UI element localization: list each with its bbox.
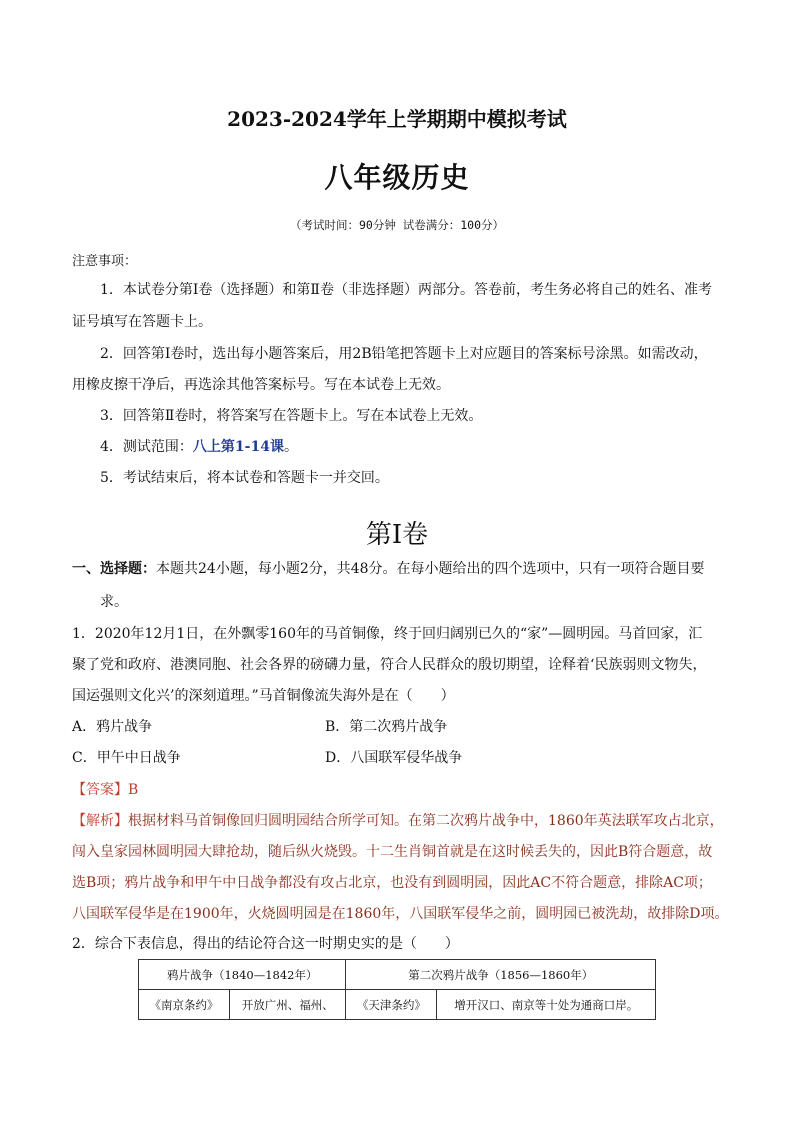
section-instruction-end: 求。 xyxy=(100,594,128,610)
subject-title: 八年级历史 xyxy=(324,161,470,194)
note-1-line-1: 1．本试卷分第Ⅰ卷（选择题）和第Ⅱ卷（非选择题）两部分。答卷前，考生务必将自己的姓名、准考 xyxy=(100,282,712,298)
table-cell: 增开汉口、南京等十处为通商口岸。 xyxy=(437,990,656,1020)
q1-option-a: A．鸦片战争 xyxy=(72,719,153,735)
q1-line-1: 1．2020年12月1日，在外飘零160年的马首铜像，终于回归阔别已久的“家”—圆明园。马首回家，汇 xyxy=(72,626,703,642)
section-instruction xyxy=(72,558,705,578)
q2-stem: 2．综合下表信息，得出的结论符合这一时期史实的是（ ） xyxy=(72,936,459,952)
answer-value: B xyxy=(128,782,139,798)
exam-title: 2023-2024学年上学期期中模拟考试 xyxy=(227,107,567,131)
note-4-prefix: 4．测试范围： xyxy=(100,439,193,455)
table-header-cell: 第二次鸦片战争（1856—1860年） xyxy=(346,960,656,990)
table-cell: 《南京条约》 xyxy=(139,990,230,1020)
q1-analysis-line-2: 闯入皇家园林圆明园大肆抢劫，随后纵火烧毁。十二生肖铜首就是在这时候丢失的，因此B符合题意，故 xyxy=(72,844,713,860)
q1-option-c: C．甲午中日战争 xyxy=(72,750,181,766)
answer-label: 【答案】 xyxy=(72,782,128,798)
note-4-suffix: 。 xyxy=(283,439,298,455)
test-scope: 八上第1-14课 xyxy=(192,439,284,455)
exam-info: （考试时间：90分钟 试卷满分：100分） xyxy=(289,218,505,232)
analysis-label: 【解析】 xyxy=(72,813,128,829)
analysis-text-1: 根据材料马首铜像回归圆明园结合所学可知。在第二次鸦片战争中，1860年英法联军攻占北京， xyxy=(128,813,724,829)
q1-option-b: B．第二次鸦片战争 xyxy=(325,719,448,735)
note-1-line-2: 证号填写在答题卡上。 xyxy=(72,314,212,330)
table-cell: 《天津条约》 xyxy=(346,990,437,1020)
notes-heading: 注意事项： xyxy=(72,254,138,269)
q1-answer xyxy=(72,779,138,799)
q1-option-d: D．八国联军侵华战争 xyxy=(325,750,463,766)
q1-line-3: 国运强则文化兴’的深刻道理。”马首铜像流失海外是在（ ） xyxy=(72,688,455,704)
q1-analysis-line-1 xyxy=(72,810,724,830)
table-row xyxy=(139,990,656,1020)
table-cell: 开放广州、福州、 xyxy=(229,990,345,1020)
q1-analysis-line-3: 选B项；鸦片战争和甲午中日战争都没有攻占北京，也没有到圆明园，因此AC不符合题意，排除AC项； xyxy=(72,875,712,891)
instruction-text: 本题共24小题，每小题2分，共48分。在每小题给出的四个选项中，只有一项符合题目要 xyxy=(156,561,705,577)
note-4 xyxy=(100,436,298,456)
q2-table xyxy=(138,959,656,1020)
instruction-label: 一、选择题： xyxy=(72,561,156,577)
note-3: 3．回答第Ⅱ卷时，将答案写在答题卡上。写在本试卷上无效。 xyxy=(100,408,483,424)
q1-analysis-line-4: 八国联军侵华是在1900年，火烧圆明园是在1860年，八国联军侵华之前，圆明园已被洗劫，故排除D项。 xyxy=(72,906,729,922)
section-title: 第Ⅰ卷 xyxy=(365,520,429,550)
table-header-cell: 鸦片战争（1840—1842年） xyxy=(139,960,346,990)
note-2-line-2: 用橡皮擦干净后，再选涂其他答案标号。写在本试卷上无效。 xyxy=(72,377,450,393)
note-2-line-1: 2．回答第Ⅰ卷时，选出每小题答案后，用2B铅笔把答题卡上对应题目的答案标号涂黑。如需改动， xyxy=(100,346,708,362)
note-5: 5．考试结束后，将本试卷和答题卡一并交回。 xyxy=(100,470,389,486)
q1-line-2: 聚了党和政府、港澳同胞、社会各界的磅礴力量，符合人民群众的殷切期望，诠释着‘民族弱则文物失， xyxy=(72,657,707,673)
table-header-row xyxy=(139,960,656,990)
